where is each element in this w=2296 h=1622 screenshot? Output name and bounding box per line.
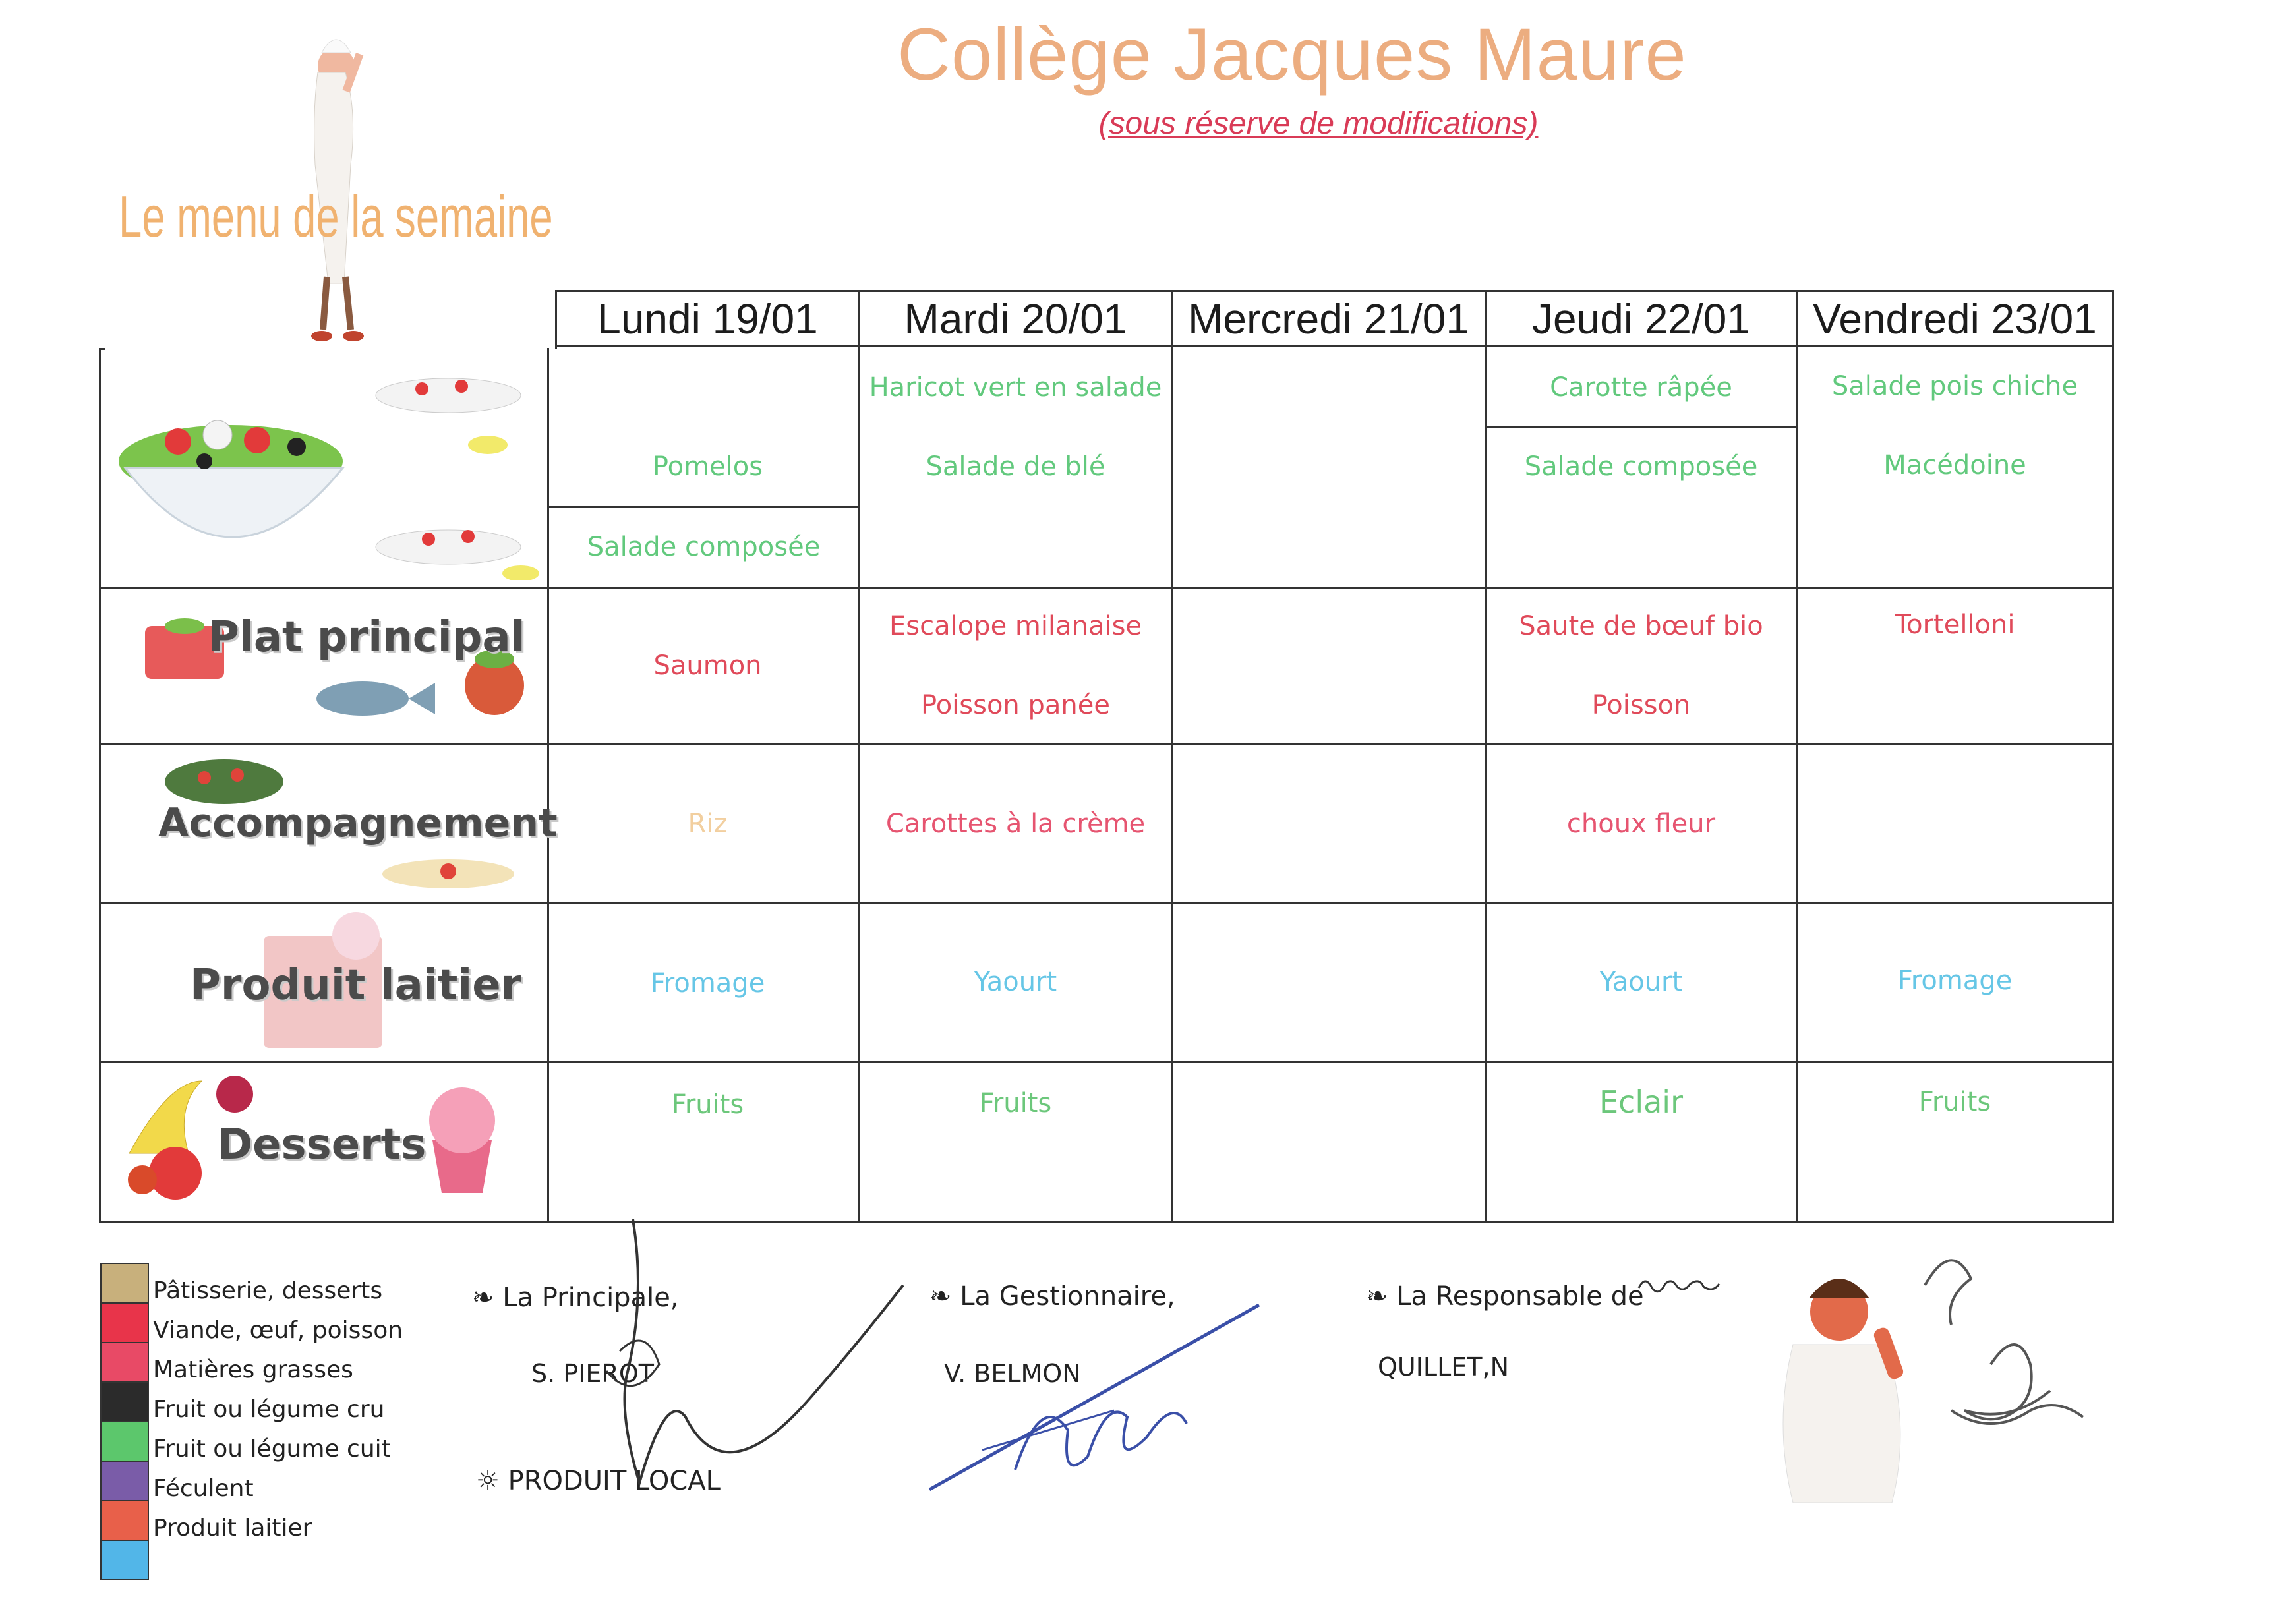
legend-label: Produit laitier <box>153 1515 312 1542</box>
menu-entree-jeudi-1: Carotte râpée <box>1550 372 1732 403</box>
menu-plat-mardi-2: Poisson panée <box>921 690 1110 720</box>
menu-laitier-jeudi: Yaourt <box>1599 967 1683 997</box>
menu-plat-jeudi-2: Poisson <box>1591 690 1691 720</box>
chef-bon-appetit-illustration <box>1753 1239 2123 1503</box>
category-produit-laitier: Produit laitier <box>190 961 522 1010</box>
menu-accompagnement-lundi: Riz <box>688 809 728 839</box>
produit-local-label: ☼ PRODUIT LOCAL <box>476 1466 721 1496</box>
handwritten-cuisine <box>1635 1272 1740 1298</box>
ornament-icon: ❧ <box>929 1281 960 1312</box>
menu-entree-lundi-1: Pomelos <box>652 451 763 482</box>
legend-label: Féculent <box>153 1475 254 1502</box>
legend-label: Matières grasses <box>153 1356 353 1383</box>
day-header-lundi: Lundi 19/01 <box>597 295 818 343</box>
menu-entree-mardi-2: Salade de blé <box>926 451 1105 482</box>
menu-dessert-jeudi: Eclair <box>1599 1084 1684 1120</box>
legend-swatch <box>100 1302 149 1343</box>
menu-dessert-vendredi: Fruits <box>1918 1087 1991 1117</box>
menu-entree-lundi-2: Salade composée <box>587 532 821 562</box>
day-header-jeudi: Jeudi 22/01 <box>1532 295 1750 343</box>
legend-swatch <box>100 1421 149 1462</box>
ornament-icon: ❧ <box>1366 1281 1397 1312</box>
sun-icon: ☼ <box>476 1466 508 1496</box>
legend-swatch <box>100 1381 149 1422</box>
school-title: Collège Jacques Maure <box>897 13 1687 96</box>
legend-swatch <box>100 1500 149 1541</box>
menu-accompagnement-jeudi: choux fleur <box>1566 809 1716 839</box>
subtitle: (sous réserve de modifications) <box>1098 106 1539 141</box>
category-desserts: Desserts <box>218 1120 427 1169</box>
signature-responsable-name: QUILLET,N <box>1378 1352 1509 1381</box>
menu-plat-lundi: Saumon <box>653 651 762 681</box>
legend-label: Pâtisserie, desserts <box>153 1277 383 1304</box>
menu-plat-jeudi-1: Saute de bœuf bio <box>1519 611 1763 641</box>
menu-entree-vendredi-1: Salade pois chiche <box>1831 371 2078 401</box>
day-header-vendredi: Vendredi 23/01 <box>1813 295 2097 343</box>
salad-bowl-icon <box>105 369 541 580</box>
menu-entree-vendredi-2: Macédoine <box>1883 450 2026 480</box>
signature-principale-name: S. PIEROT <box>531 1359 654 1388</box>
week-title: Le menu de la semaine <box>119 184 553 249</box>
menu-laitier-vendredi: Fromage <box>1897 966 2013 996</box>
day-header-mercredi: Mercredi 21/01 <box>1188 295 1469 343</box>
category-plat-principal: Plat principal <box>208 613 525 662</box>
menu-laitier-mardi: Yaourt <box>974 967 1057 997</box>
signature-gestionnaire-name: V. BELMON <box>944 1359 1081 1388</box>
legend-swatch <box>100 1342 149 1383</box>
legend-swatch <box>100 1263 149 1304</box>
menu-accompagnement-mardi: Carottes à la crème <box>885 809 1146 839</box>
handwritten-signature-principale <box>580 1219 923 1522</box>
menu-plat-vendredi: Tortelloni <box>1895 610 2015 640</box>
category-accompagnement: Accompagnement <box>158 800 558 846</box>
ornament-icon: ❧ <box>472 1283 503 1313</box>
signature-responsable-label: ❧ La Responsable de <box>1366 1281 1644 1312</box>
menu-dessert-lundi: Fruits <box>671 1089 744 1120</box>
day-header-mardi: Mardi 20/01 <box>904 295 1127 343</box>
legend-label: Viande, œuf, poisson <box>153 1317 403 1344</box>
menu-plat-mardi-1: Escalope milanaise <box>889 611 1142 641</box>
menu-entree-jeudi-2: Salade composée <box>1524 451 1758 482</box>
signature-gestionnaire-label: ❧ La Gestionnaire, <box>929 1281 1175 1312</box>
legend-swatch <box>100 1540 149 1580</box>
legend-label: Fruit ou légume cuit <box>153 1435 391 1463</box>
handwritten-signature-gestionnaire <box>923 1279 1266 1503</box>
menu-laitier-lundi: Fromage <box>650 968 765 999</box>
signature-principale-label: ❧ La Principale, <box>472 1283 679 1313</box>
legend-swatch <box>100 1461 149 1501</box>
menu-dessert-mardi: Fruits <box>979 1088 1052 1118</box>
legend-label: Fruit ou légume cru <box>153 1396 385 1423</box>
menu-entree-mardi-1: Haricot vert en salade <box>869 372 1162 403</box>
